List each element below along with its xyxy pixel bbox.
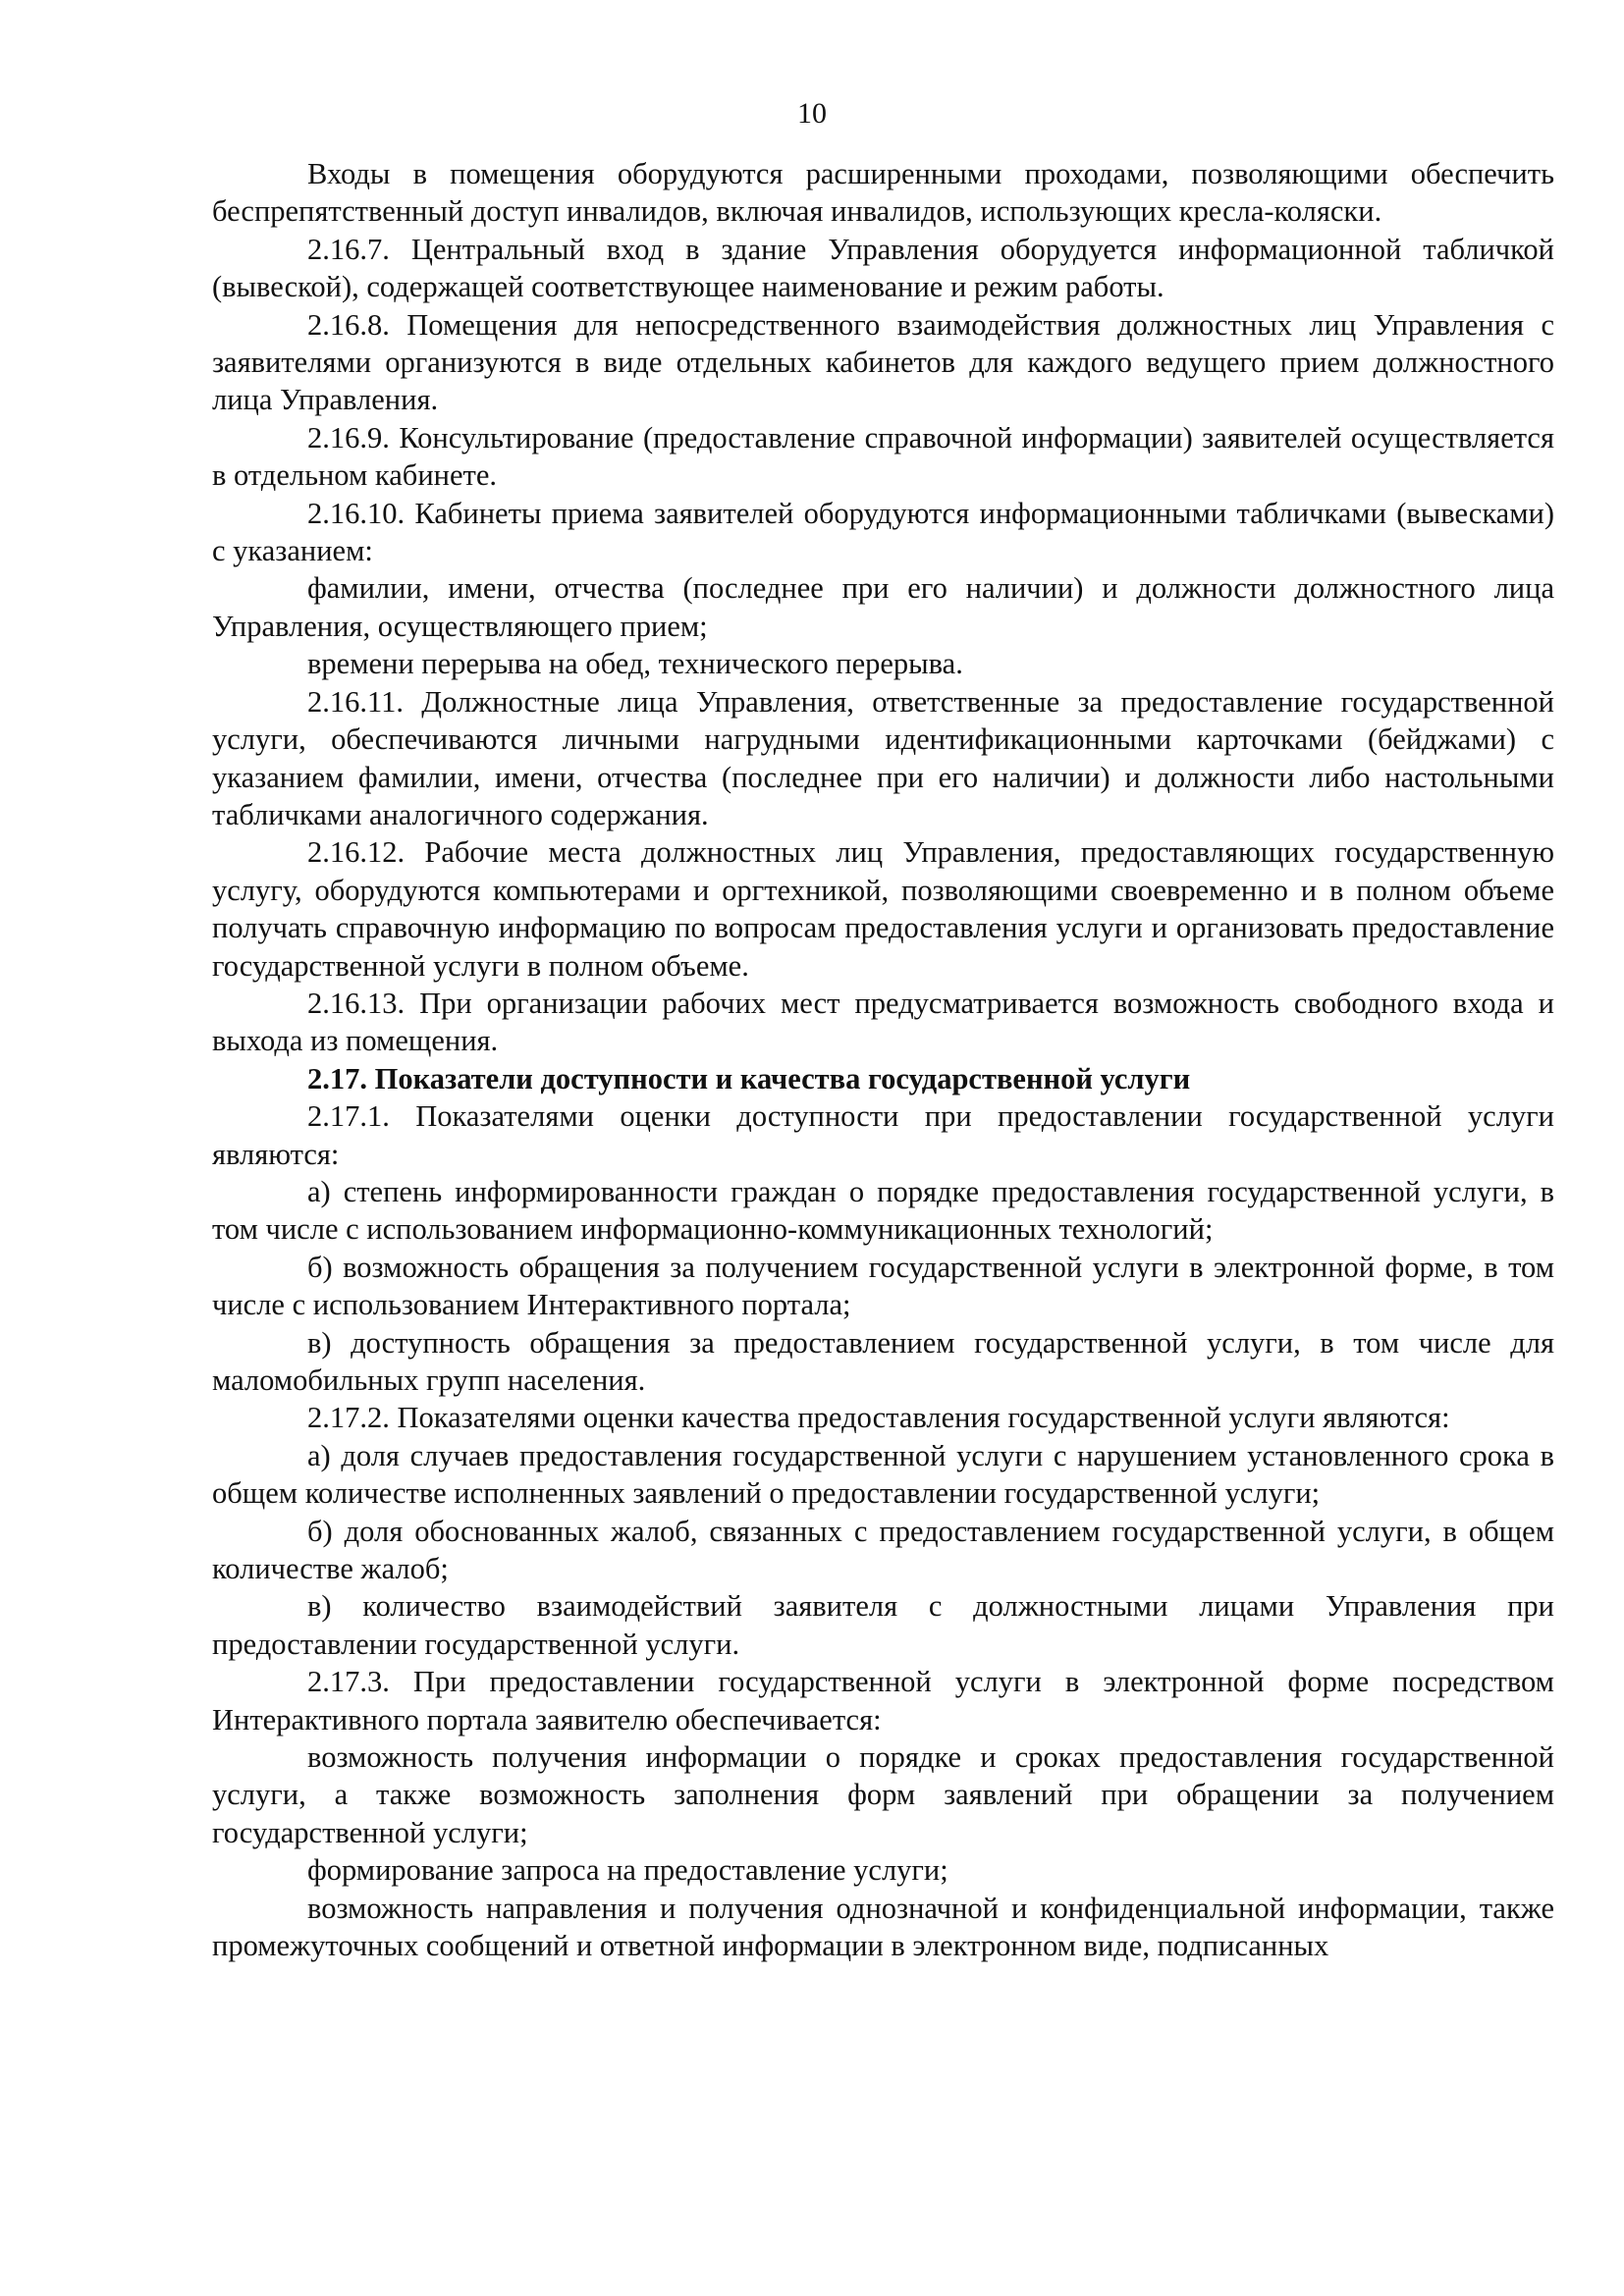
paragraph-entrances: Входы в помещения оборудуются расширенными проходами, позволяющими обеспечить беспрепятственный доступ инвалидов, включая инвалидов, использующих кресла-коляски. <box>212 157 1554 229</box>
section-heading-2-17: 2.17. Показатели доступности и качества государственной услуги <box>307 1061 1191 1095</box>
paragraph-2-16-12: 2.16.12. Рабочие места должностных лиц Управления, предоставляющих государственную услугу, оборудуются компьютерами и оргтехникой, позволяющими своевременно и в полном объеме получать справочную информацию по вопросам предоставления услуги и организовать предоставление государственной услуги в полном объеме. <box>212 835 1554 983</box>
list-item-2-17-1-a: а) степень информированности граждан о порядке предоставления государственной услуги, в том числе с использованием информационно-коммуникационных технологий; <box>212 1174 1554 1247</box>
list-item-2-17-1-v: в) доступность обращения за предоставлением государственной услуги, в том числе для маломобильных групп населения. <box>212 1325 1554 1397</box>
paragraph-break-time: времени перерыва на обед, технического перерыва. <box>307 647 963 681</box>
paragraph-info-access: возможность получения информации о порядке и сроках предоставления государственной услуги, а также возможность заполнения форм заявлений при обращении за получением государственной услуги; <box>212 1740 1554 1849</box>
paragraph-name-position: фамилии, имени, отчества (последнее при его наличии) и должности должностного лица Управления, осуществляющего прием; <box>212 571 1554 643</box>
paragraph-2-16-8: 2.16.8. Помещения для непосредственного взаимодействия должностных лиц Управления с заявителями организуются в виде отдельных кабинетов для каждого ведущего прием должностного лица Управления. <box>212 307 1554 417</box>
paragraph-2-16-9: 2.16.9. Консультирование (предоставление справочной информации) заявителей осуществляется в отдельном кабинете. <box>212 420 1554 493</box>
paragraph-2-17-2: 2.17.2. Показателями оценки качества предоставления государственной услуги являются: <box>307 1401 1450 1435</box>
paragraph-2-16-7: 2.16.7. Центральный вход в здание Управления оборудуется информационной табличкой (вывеской), содержащей соответствующее наименование и режим работы. <box>212 232 1554 304</box>
paragraph-2-16-13: 2.16.13. При организации рабочих мест предусматривается возможность свободного входа и выхода из помещения. <box>212 986 1554 1058</box>
document-body <box>212 155 1554 1965</box>
list-item-2-17-2-v: в) количество взаимодействий заявителя с должностными лицами Управления при предоставлении государственной услуги. <box>212 1589 1554 1661</box>
paragraph-2-16-11: 2.16.11. Должностные лица Управления, ответственные за предоставление государственной услуги, обеспечиваются личными нагрудными идентификационными карточками (бейджами) с указанием фамилии, имени, отчества (последнее при его наличии) и должности либо настольными табличками аналогичного содержания. <box>212 684 1554 831</box>
list-item-2-17-2-b: б) доля обоснованных жалоб, связанных с предоставлением государственной услуги, в общем количестве жалоб; <box>212 1514 1554 1586</box>
list-item-2-17-2-a: а) доля случаев предоставления государственной услуги с нарушением установленного срока в общем количестве исполненных заявлений о предоставлении государственной услуги; <box>212 1438 1554 1511</box>
page-number: 10 <box>797 97 827 130</box>
list-item-2-17-1-b: б) возможность обращения за получением государственной услуги в электронной форме, в том числе с использованием Интерактивного портала; <box>212 1250 1554 1322</box>
paragraph-2-17-3: 2.17.3. При предоставлении государственной услуги в электронной форме посредством Интерактивного портала заявителю обеспечивается: <box>212 1665 1554 1736</box>
paragraph-request-forming: формирование запроса на предоставление услуги; <box>307 1853 948 1888</box>
paragraph-electronic-exchange: возможность направления и получения однозначной и конфиденциальной информации, также промежуточных сообщений и ответной информации в электронном виде, подписанных <box>212 1891 1554 1963</box>
paragraph-2-17-1: 2.17.1. Показателями оценки доступности при предоставлении государственной услуги являются: <box>212 1099 1554 1171</box>
paragraph-2-16-10: 2.16.10. Кабинеты приема заявителей оборудуются информационными табличками (вывесками) с указанием: <box>212 496 1554 568</box>
